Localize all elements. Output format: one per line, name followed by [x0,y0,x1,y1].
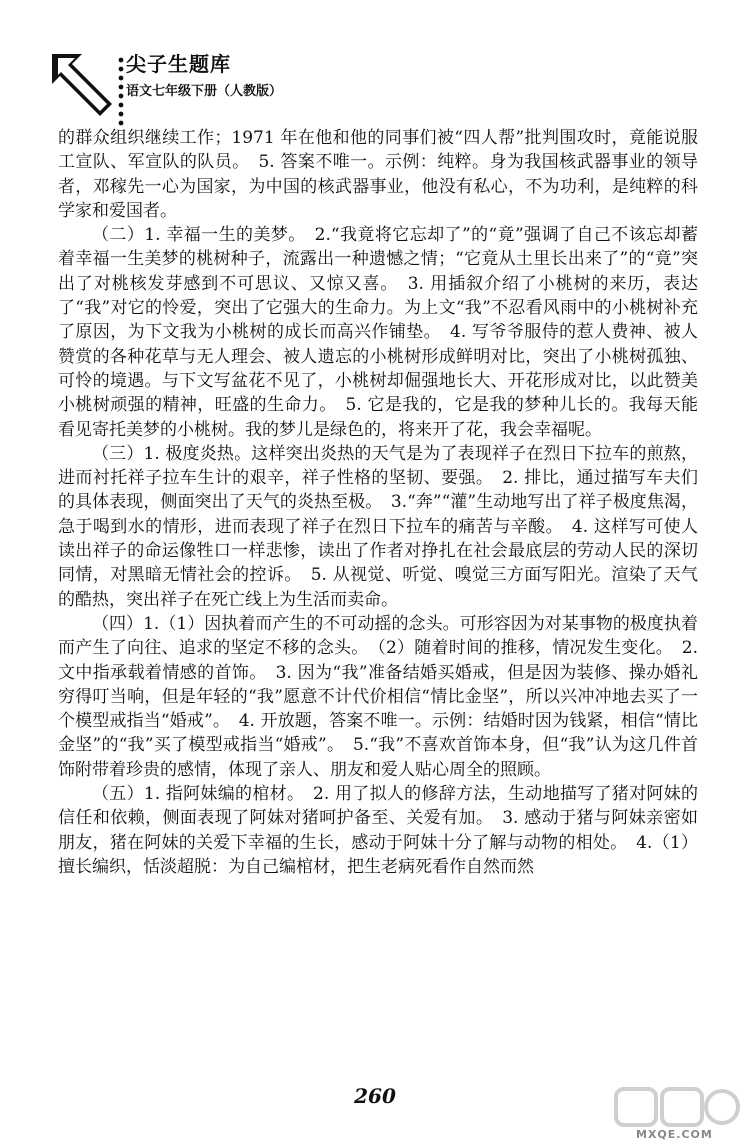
book-subtitle: 语文七年级下册（人教版） [126,84,283,99]
page-number: 260 [354,1084,396,1108]
answer-paragraph-2: （二）1. 幸福一生的美梦。 2.“我竟将它忘却了”的“竟”强调了自己不该忘却蓄着幸福一生美梦的桃树种子，流露出一种遗憾之情；“它竟从土里长出来了”的“竟”突出了对桃核发芽感到不可思议、又惊又喜。 3. 用插叙介绍了小桃树的来历，表达了“我”对它的怜爱，突出了它强大的生命力。为上文“我”不忍看风雨中的小桃树补充了原因，为下文我为小桃树的成长而高兴作铺垫。 4. 写爷爷服侍的惹人费神、被人赞赏的各种花草与无人理会、被人遗忘的小桃树形成鲜明对比，突出了小桃树孤独、可怜的境遇。与下文写盆花不见了，小桃树却倔强地长大、开花形成对比，以此赞美小桃树顽强的精神，旺盛的生命力。 5. 它是我的，它是我的梦种儿长的。我每天能看见寄托美梦的小桃树。我的梦儿是绿色的，将来开了花，我会幸福呢。 [58,225,698,440]
answer-paragraph-1: 的群众组织继续工作；1971 年在他和他的同事们被“四人帮”批判围攻时，竟能说服工宣队、军宣队的队员。 5. 答案不唯一。示例：纯粹。身为我国核武器事业的领导者，邓稼先一心为国家，为中国的核武器事业，他没有私心，不为功利，是纯粹的科学家和爱国者。 [58,128,698,221]
watermark-url: MXQE.COM [636,1128,713,1141]
arrow-logo-icon [48,48,116,128]
dotted-divider [116,56,126,128]
book-header [48,38,708,130]
answer-paragraph-5: （五）1. 指阿妹编的棺材。 2. 用了拟人的修辞方法，生动地描写了猪对阿妹的信任和依赖，侧面表现了阿妹对猪呵护备至、关爱有加。 3. 感动于猪与阿妹亲密如朋友，猪在阿妹的关爱下幸福的生长，感动于阿妹十分了解与动物的相处。 4.（1）擅长编织，恬淡超脱：为自己编棺材，把生老病死看作自然而然 [58,784,698,877]
answer-paragraph-4: （四）1.（1）因执着而产生的不可动摇的念头。可形容因为对某事物的极度执着而产生了向往、追求的坚定不移的念头。 （2）随着时间的推移，情况发生变化。 2. 文中指承载着情感的首饰。 3. 因为“我”准备结婚买婚戒，但是因为装修、操办婚礼穷得叮当响，但是年轻的“我”愿意不计代价相信“情比金坚”，所以兴冲冲地去买了一个模型戒指当“婚戒”。 4. 开放题，答案不唯一。示例：结婚时因为钱紧，相信“情比金坚”的“我”买了模型戒指当“婚戒”。 5.“我”不喜欢首饰本身，但“我”认为这几件首饰附带着珍贵的感情，体现了亲人、朋友和爱人贴心周全的照顾。 [58,613,698,780]
book-title: 尖子生题库 [126,52,231,76]
answer-content [58,126,698,879]
answer-paragraph-3: （三）1. 极度炎热。这样突出炎热的天气是为了表现祥子在烈日下拉车的煎熬，进而衬托祥子拉车生计的艰辛，祥子性格的坚韧、要强。 2. 排比，通过描写车夫们的具体表现，侧面突出了天气的炎热至极。 3.“奔”“灌”生动地写出了祥子极度焦渴，急于喝到水的情形，进而表现了祥子在烈日下拉车的痛苦与辛酸。 4. 这样写可使人读出祥子的命运像牲口一样悲惨，读出了作者对挣扎在社会最底层的劳动人民的深切同情，对黑暗无情社会的控诉。 5. 从视觉、听觉、嗅觉三方面写阳光。渲染了天气的酷热，突出祥子在死亡线上为生活而卖命。 [58,443,698,610]
